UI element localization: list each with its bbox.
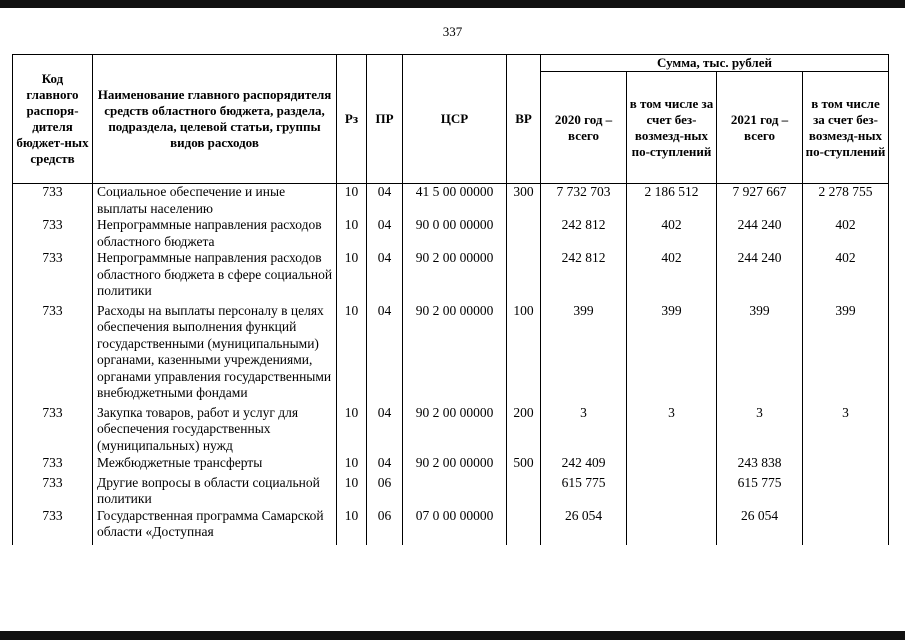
sum-2020-cell: 242 409 (541, 455, 627, 475)
pr-cell: 06 (367, 508, 403, 545)
free-2020-cell: 402 (627, 217, 717, 250)
table-row (13, 455, 889, 475)
name-cell: Непрограммные направления расходов областного бюджета (93, 217, 337, 250)
table-row (13, 217, 889, 250)
sum-2020-cell: 399 (541, 303, 627, 405)
csr-cell: 41 5 00 00000 (403, 184, 507, 218)
free-2021-cell: 2 278 755 (803, 184, 889, 218)
code-cell: 733 (13, 508, 93, 545)
vr-cell: 200 (507, 405, 541, 456)
name-cell: Расходы на выплаты персоналу в целях обеспечения выполнения функций государственными (муниципальными) органами, казенными учреждениями, органами управления государственными внебюджетными фондами (93, 303, 337, 405)
sum-2021-cell: 244 240 (717, 217, 803, 250)
code-cell: 733 (13, 475, 93, 508)
pr-cell: 04 (367, 217, 403, 250)
vr-cell: 500 (507, 455, 541, 475)
pr-cell: 04 (367, 184, 403, 218)
header-pr: ПР (367, 55, 403, 184)
sum-2020-cell: 615 775 (541, 475, 627, 508)
rz-cell: 10 (337, 475, 367, 508)
csr-cell: 90 2 00 00000 (403, 303, 507, 405)
vr-cell: 100 (507, 303, 541, 405)
header-csr: ЦСР (403, 55, 507, 184)
rz-cell: 10 (337, 184, 367, 218)
page-number: 337 (442, 24, 463, 39)
sum-2020-cell: 3 (541, 405, 627, 456)
sum-2021-cell: 7 927 667 (717, 184, 803, 218)
pr-cell: 04 (367, 303, 403, 405)
name-cell: Государственная программа Самарской области «Доступная (93, 508, 337, 545)
pr-cell: 04 (367, 455, 403, 475)
header-vr: ВР (507, 55, 541, 184)
pr-cell: 06 (367, 475, 403, 508)
csr-cell: 90 2 00 00000 (403, 405, 507, 456)
csr-cell: 90 0 00 00000 (403, 217, 507, 250)
sum-2021-cell: 26 054 (717, 508, 803, 545)
free-2021-cell (803, 508, 889, 545)
csr-cell (403, 475, 507, 508)
bottom-border-bar (0, 631, 905, 640)
free-2020-cell (627, 475, 717, 508)
code-cell: 733 (13, 405, 93, 456)
header-code: Код главного распоря-дителя бюджет-ных средств (13, 55, 93, 184)
free-2021-cell: 402 (803, 217, 889, 250)
table-row (13, 303, 889, 405)
rz-cell: 10 (337, 405, 367, 456)
top-border-bar (0, 0, 905, 8)
free-2020-cell (627, 508, 717, 545)
table-row (13, 475, 889, 508)
rz-cell: 10 (337, 455, 367, 475)
name-cell: Непрограммные направления расходов областного бюджета в сфере социальной политики (93, 250, 337, 303)
header-2020-free: в том числе за счет без-возмезд-ных по-ступлений (627, 72, 717, 184)
sum-2020-cell: 26 054 (541, 508, 627, 545)
csr-cell: 90 2 00 00000 (403, 455, 507, 475)
header-2021-total: 2021 год – всего (717, 72, 803, 184)
free-2020-cell: 399 (627, 303, 717, 405)
table-row (13, 508, 889, 545)
name-cell: Другие вопросы в области социальной политики (93, 475, 337, 508)
vr-cell (507, 217, 541, 250)
sum-2021-cell: 615 775 (717, 475, 803, 508)
name-cell: Межбюджетные трансферты (93, 455, 337, 475)
csr-cell: 07 0 00 00000 (403, 508, 507, 545)
header-rz: Рз (337, 55, 367, 184)
header-name: Наименование главного распорядителя средств областного бюджета, раздела, подраздела, целевой статьи, группы видов расходов (93, 55, 337, 184)
vr-cell (507, 508, 541, 545)
budget-table (12, 54, 889, 545)
free-2021-cell: 3 (803, 405, 889, 456)
code-cell: 733 (13, 217, 93, 250)
table-row (13, 405, 889, 456)
sum-2020-cell: 7 732 703 (541, 184, 627, 218)
header-sum: Сумма, тыс. рублей (541, 55, 889, 72)
table-row (13, 250, 889, 303)
free-2020-cell: 402 (627, 250, 717, 303)
table-row (13, 184, 889, 218)
sum-2021-cell: 243 838 (717, 455, 803, 475)
code-cell: 733 (13, 250, 93, 303)
sum-2021-cell: 3 (717, 405, 803, 456)
sum-2021-cell: 399 (717, 303, 803, 405)
vr-cell (507, 250, 541, 303)
rz-cell: 10 (337, 508, 367, 545)
free-2021-cell (803, 475, 889, 508)
code-cell: 733 (13, 455, 93, 475)
sum-2021-cell: 244 240 (717, 250, 803, 303)
free-2020-cell: 2 186 512 (627, 184, 717, 218)
name-cell: Закупка товаров, работ и услуг для обеспечения государственных (муниципальных) нужд (93, 405, 337, 456)
free-2020-cell (627, 455, 717, 475)
free-2021-cell: 399 (803, 303, 889, 405)
free-2021-cell (803, 455, 889, 475)
sum-2020-cell: 242 812 (541, 250, 627, 303)
free-2021-cell: 402 (803, 250, 889, 303)
vr-cell (507, 475, 541, 508)
code-cell: 733 (13, 184, 93, 218)
sum-2020-cell: 242 812 (541, 217, 627, 250)
free-2020-cell: 3 (627, 405, 717, 456)
csr-cell: 90 2 00 00000 (403, 250, 507, 303)
name-cell: Социальное обеспечение и иные выплаты населению (93, 184, 337, 218)
rz-cell: 10 (337, 217, 367, 250)
rz-cell: 10 (337, 303, 367, 405)
pr-cell: 04 (367, 250, 403, 303)
header-2020-total: 2020 год – всего (541, 72, 627, 184)
header-2021-free: в том числе за счет без-возмезд-ных по-ступлений (803, 72, 889, 184)
code-cell: 733 (13, 303, 93, 405)
vr-cell: 300 (507, 184, 541, 218)
rz-cell: 10 (337, 250, 367, 303)
pr-cell: 04 (367, 405, 403, 456)
